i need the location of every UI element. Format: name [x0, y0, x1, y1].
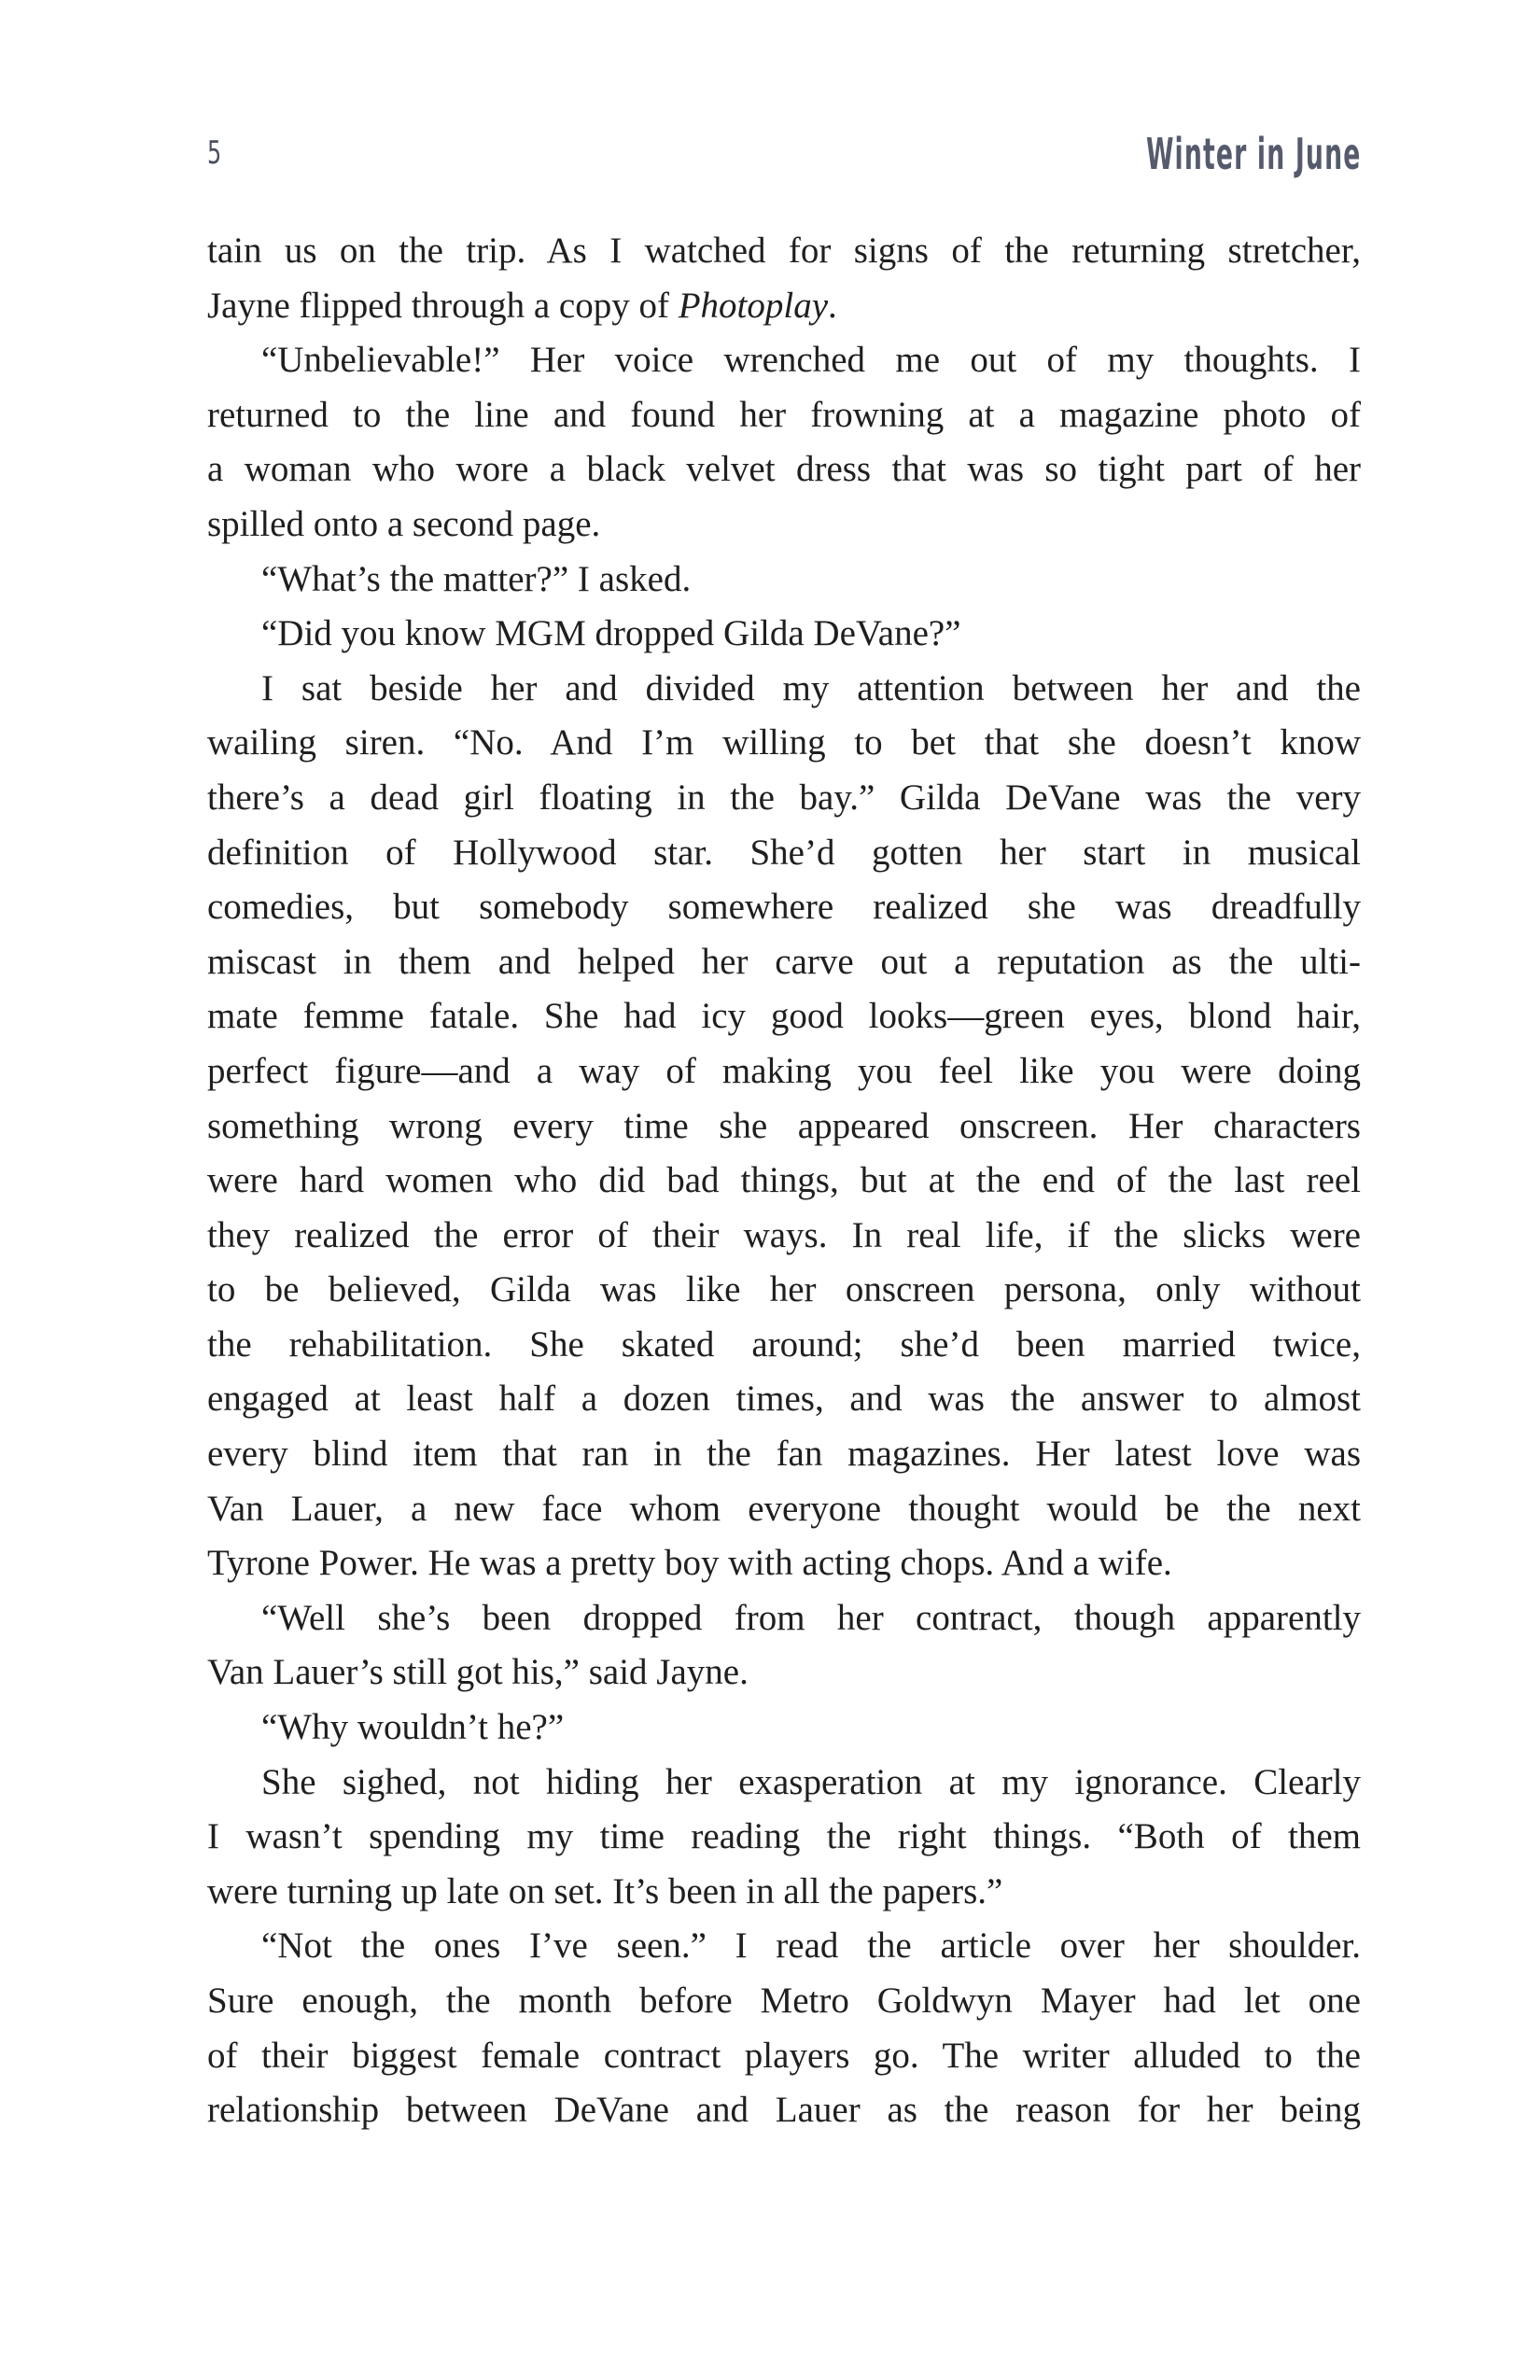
line-text: the rehabilitation. She skated around; she’d been married twice, — [207, 1323, 1361, 1365]
line-text: She sighed, not hiding her exasperation at my ignorance. Clearly — [261, 1761, 1361, 1802]
text-line — [207, 553, 1361, 608]
line-text: something wrong every time she appeared onscreen. Her characters — [207, 1105, 1361, 1146]
text-line — [207, 2083, 1361, 2138]
running-header — [207, 129, 1361, 185]
text-line — [207, 1865, 1361, 1920]
text-line — [207, 279, 1361, 334]
line-text: to be believed, Gilda was like her onscreen persona, only without — [207, 1269, 1361, 1310]
line-text: “Did you know MGM dropped Gilda DeVane?” — [261, 613, 961, 654]
text-line — [207, 497, 1361, 553]
text-line — [207, 989, 1361, 1044]
text-line — [207, 1482, 1361, 1537]
text-line — [207, 1099, 1361, 1155]
text-line — [207, 1372, 1361, 1427]
text-line — [207, 1810, 1361, 1865]
line-text: miscast in them and helped her carve out a reputation as the ulti- — [207, 941, 1361, 982]
text-line — [207, 826, 1361, 881]
line-text: tain us on the trip. As I watched for signs of the returning stretcher, — [207, 231, 1361, 271]
line-text: I sat beside her and divided my attention between her and the — [261, 667, 1361, 708]
text-line — [207, 1209, 1361, 1264]
line-text: “Well she’s been dropped from her contract, though apparently — [261, 1597, 1361, 1638]
text-line — [207, 1756, 1361, 1811]
line-text: relationship between DeVane and Lauer as the reason for her being — [207, 2090, 1361, 2131]
text-line — [207, 333, 1361, 388]
text-line — [207, 662, 1361, 717]
line-text: Van Lauer’s still got his,” said Jayne. — [207, 1652, 749, 1693]
text-line — [207, 1263, 1361, 1318]
text-line — [207, 1427, 1361, 1482]
text-line — [207, 716, 1361, 771]
line-text: were turning up late on set. It’s been in all the papers.” — [207, 1870, 1003, 1911]
text-line — [207, 1591, 1361, 1646]
page-number: 5 — [207, 134, 222, 172]
text-line — [207, 1044, 1361, 1099]
text-line — [207, 1536, 1361, 1591]
line-text: perfect figure—and a way of making you feel like you were doing — [207, 1050, 1361, 1091]
line-punctuation: . — [828, 285, 837, 326]
line-text: Tyrone Power. He was a pretty boy with acting chops. And a wife. — [207, 1543, 1172, 1584]
line-text: definition of Hollywood star. She’d gotten her start in musical — [207, 832, 1361, 873]
line-text: Sure enough, the month before Metro Goldwyn Mayer had let one — [207, 1981, 1361, 2021]
line-text: “Not the ones I’ve seen.” I read the article over her shoulder. — [261, 1925, 1361, 1967]
text-line — [207, 1318, 1361, 1373]
line-text: were hard women who did bad things, but at the end of the last reel — [207, 1160, 1361, 1201]
text-line — [207, 1974, 1361, 2029]
text-line — [207, 442, 1361, 497]
line-text: every blind item that ran in the fan magazines. Her latest love was — [207, 1434, 1361, 1475]
line-text: they realized the error of their ways. In real life, if the slicks were — [207, 1214, 1361, 1255]
line-text: returned to the line and found her frowning at a magazine photo of — [207, 394, 1361, 435]
line-text: wailing siren. “No. And I’m willing to bet that she doesn’t know — [207, 722, 1361, 763]
line-text: I wasn’t spending my time reading the right things. “Both of them — [207, 1816, 1361, 1857]
text-line — [207, 1645, 1361, 1701]
text-line — [207, 2029, 1361, 2084]
text-line — [207, 224, 1361, 279]
line-text: “Why wouldn’t he?” — [261, 1707, 565, 1748]
text-line — [207, 880, 1361, 935]
line-text: mate femme fatale. She had icy good looks—green eyes, blond hair, — [207, 996, 1361, 1037]
line-text: Van Lauer, a new face whom everyone thought would be the next — [207, 1488, 1361, 1529]
italic-title: Photoplay — [678, 285, 829, 326]
text-line — [207, 771, 1361, 826]
line-text: a woman who wore a black velvet dress that was so tight part of her — [207, 449, 1361, 490]
text-line — [207, 935, 1361, 990]
line-text: “Unbelievable!” Her voice wrenched me out of my thoughts. I — [261, 340, 1361, 381]
line-text: there’s a dead girl floating in the bay.” Gilda DeVane was the very — [207, 777, 1361, 818]
body-text — [207, 224, 1361, 2138]
text-line — [207, 388, 1361, 443]
text-line — [207, 1701, 1361, 1756]
text-line — [207, 607, 1361, 662]
line-text: spilled onto a second page. — [207, 503, 601, 544]
text-line — [207, 1154, 1361, 1209]
line-text: “What’s the matter?” I asked. — [261, 558, 692, 599]
line-text: of their biggest female contract players go. The writer alluded to the — [207, 2035, 1361, 2076]
running-title: Winter in June — [1145, 129, 1361, 179]
line-text: engaged at least half a dozen times, and was the answer to almost — [207, 1379, 1361, 1420]
text-line — [207, 1919, 1361, 1974]
line-text: comedies, but somebody somewhere realized she was dreadfully — [207, 887, 1361, 928]
line-text: Jayne flipped through a copy of — [207, 285, 679, 326]
